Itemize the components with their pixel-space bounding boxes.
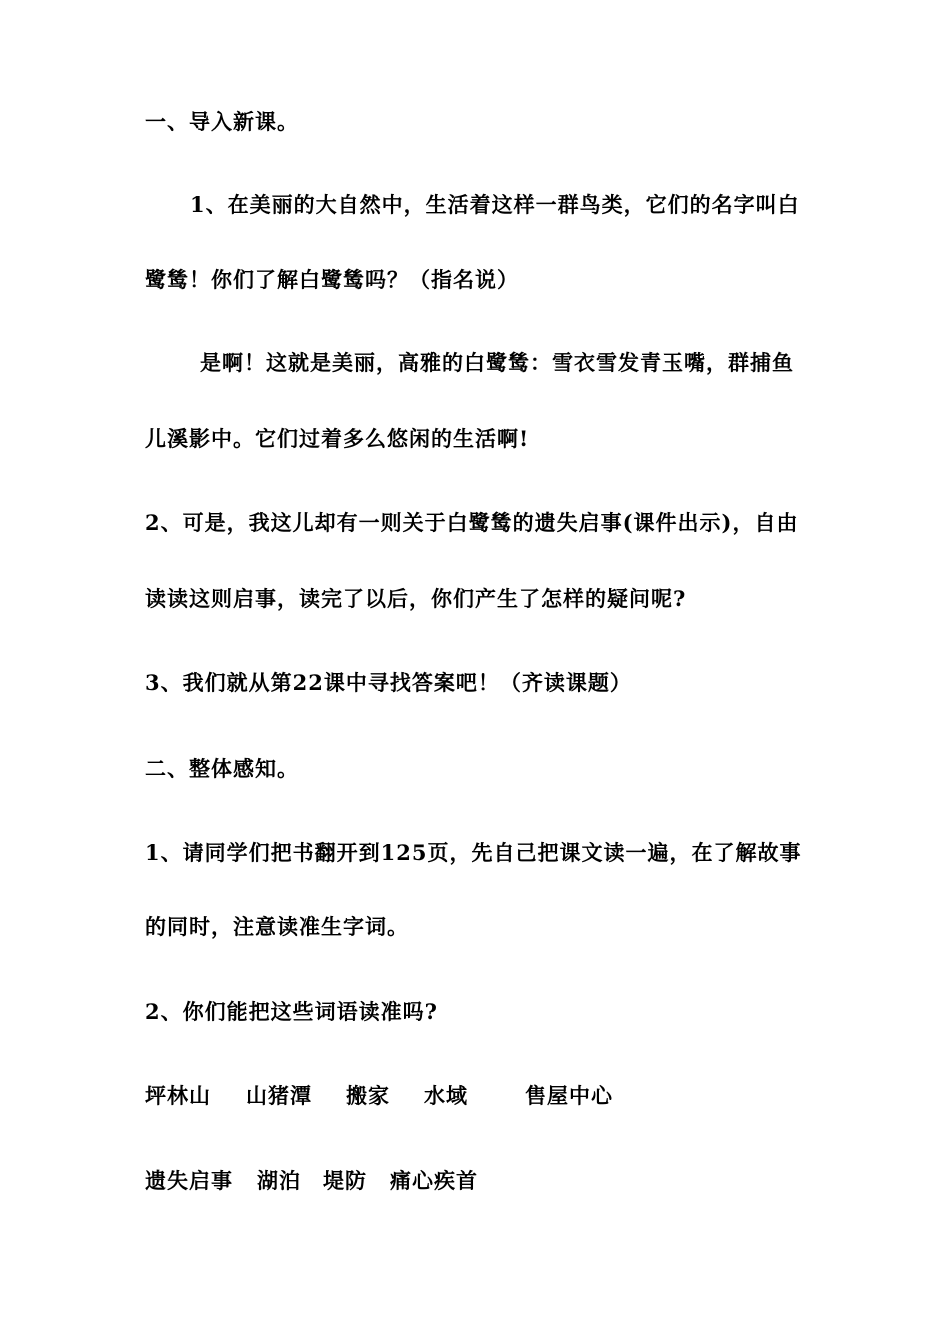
paragraph-line: 是啊！这就是美丽，高雅的白鹭鸶：雪衣雪发青玉嘴，群捕鱼 — [200, 350, 794, 375]
paragraph-line: 2、你们能把这些词语读准吗? — [145, 999, 438, 1024]
vocab-word: 堤防 — [323, 1168, 367, 1193]
paragraph-line: 读读这则启事，读完了以后，你们产生了怎样的疑问呢? — [145, 586, 687, 611]
vocab-word: 山猪潭 — [246, 1083, 312, 1108]
paragraph-line: 3、我们就从第22课中寻找答案吧！（齐读课题） — [145, 670, 632, 695]
paragraph-line: 鹭鸶！你们了解白鹭鸶吗？（指名说） — [145, 267, 519, 292]
section-heading-overview: 二、整体感知。 — [145, 756, 299, 781]
section-heading-intro: 一、导入新课。 — [145, 109, 299, 134]
vocab-word: 水域 — [424, 1083, 468, 1108]
paragraph-line: 儿溪影中。它们过着多么悠闲的生活啊! — [145, 426, 530, 451]
vocab-word: 搬家 — [346, 1083, 390, 1108]
vocab-word: 坪林山 — [145, 1083, 211, 1108]
paragraph-line: 2、可是，我这儿却有一则关于白鹭鸶的遗失启事(课件出示)，自由 — [145, 510, 799, 535]
vocab-word: 售屋中心 — [525, 1083, 613, 1108]
vocab-word: 遗失启事 — [145, 1168, 233, 1193]
vocab-word: 湖泊 — [257, 1168, 301, 1193]
paragraph-line: 的同时，注意读准生字词。 — [145, 914, 409, 939]
vocab-word: 痛心疾首 — [390, 1168, 478, 1193]
paragraph-line: 1、请同学们把书翻开到125页，先自己把课文读一遍，在了解故事 — [145, 840, 802, 865]
paragraph-line: 1、在美丽的大自然中，生活着这样一群鸟类，它们的名字叫白 — [190, 192, 800, 217]
